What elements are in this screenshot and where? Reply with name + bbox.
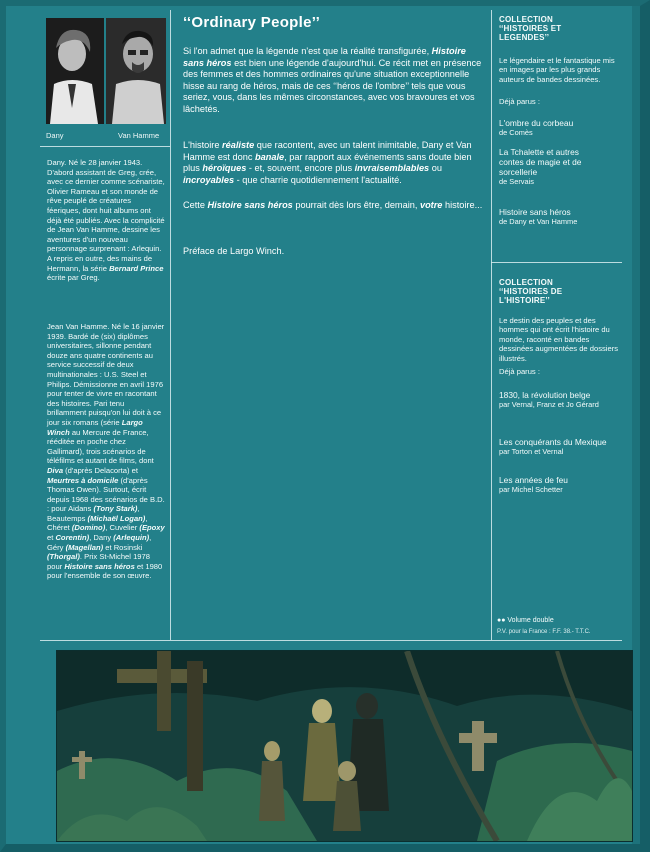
photo-van-hamme bbox=[106, 18, 166, 124]
p3-em: Histoire sans héros bbox=[207, 200, 293, 210]
p2-invraisemblables: invraisemblables bbox=[354, 163, 430, 174]
bio-vh-tony: (Tony Stark) bbox=[93, 504, 138, 514]
p2-heroiques: héroïques bbox=[202, 163, 247, 174]
item-author: de Comès bbox=[499, 128, 533, 137]
bio-dany-series: Bernard Prince bbox=[109, 263, 164, 273]
preface-paragraph-1 bbox=[183, 46, 483, 116]
bio-vh-thorgal: (Thorgal) bbox=[47, 552, 80, 562]
item-title: Histoire sans héros bbox=[499, 207, 571, 217]
item-title: Les conquérants du Mexique bbox=[499, 437, 607, 447]
bio-vh-8: , Dany bbox=[89, 533, 114, 543]
collection-2-deja-parus: Déjà parus : bbox=[499, 367, 540, 376]
collection-2-item bbox=[499, 390, 619, 409]
bio-vh-hsh: Histoire sans héros bbox=[64, 561, 135, 571]
collection-1-heading: COLLECTION ‘‘HISTOIRES ET LEGENDES’’ bbox=[499, 15, 562, 43]
item-author: par Torton et Vernal bbox=[499, 447, 564, 456]
item-title: La Tchalette et autres contes de magie et de sorcellerie bbox=[499, 147, 582, 177]
bio-vh-diva: Diva bbox=[47, 465, 64, 475]
p2-f: - que charrie quotidiennement l'actualité. bbox=[234, 174, 402, 185]
p2-d: - et, souvent, encore plus bbox=[246, 163, 355, 174]
collection-2-heading: COLLECTION ‘‘HISTOIRES DE L'HISTOIRE’’ bbox=[499, 278, 563, 306]
p3-votre: votre bbox=[419, 200, 443, 210]
item-author: par Vernal, Franz et Jo Gérard bbox=[499, 400, 599, 409]
item-title: L'ombre du corbeau bbox=[499, 118, 574, 128]
bio-vh-et: et bbox=[47, 533, 56, 543]
bio-vh-corentin: Corentin) bbox=[55, 533, 90, 543]
bio-vh-lw: Largo Winch bbox=[47, 417, 143, 437]
collection-1-item bbox=[499, 147, 599, 186]
collection-1-item bbox=[499, 207, 619, 226]
p2-b: que racontent, avec un talent inimitable, Dany et Van Hamme est donc bbox=[183, 140, 472, 162]
p2-incroyables: incroyables bbox=[183, 174, 235, 185]
photo-divider bbox=[40, 146, 170, 147]
right-section-divider bbox=[491, 262, 622, 263]
bio-vh-7: , Cuvelier bbox=[105, 523, 140, 533]
bio-dany bbox=[47, 158, 165, 283]
collection-1-deja-parus: Déjà parus : bbox=[499, 97, 540, 106]
p1-b: est bien une légende d'aujourd'hui. Ce récit met en présence des femmes et des hommes ordinaires qu'une situation exceptionnelle hisse au rang de héros, mais de ces ‘‘héros de l'ombre’’ tels que vous seriez, vous, dans les mêmes circonstances, avec vos bravoures et vos lâchetés. bbox=[183, 57, 482, 114]
item-author: par Michel Schetter bbox=[499, 485, 563, 494]
collection-2-description: Le destin des peuples et des hommes qui ont écrit l'histoire du monde, raconté en bandes dessinées augmentées de dossiers illustrés. bbox=[499, 316, 619, 363]
bio-vh-domino: (Domino) bbox=[71, 523, 106, 533]
collection-1-description: Le légendaire et le fantastique mis en images par les plus grands auteurs de bandes dessinées. bbox=[499, 56, 615, 84]
bio-vh-10: et Rosinski bbox=[103, 542, 143, 552]
column-divider-left bbox=[170, 10, 171, 640]
photo-dany bbox=[46, 18, 104, 124]
bio-dany-text: Dany. Né le 28 janvier 1943. D'abord assistant de Greg, crée, avec ce dernier comme scénariste, Olivier Rameau et son monde de rêve peuplé de créatures féeriques, dont huit albums ont déjà été publiés. Avec la complicité de Jean Van Hamme, dessine les aventures d'un nouveau personnage surprenant : Arlequin. A repris en outre, des mains de Hermann, la série bbox=[47, 158, 165, 273]
bio-vh-3: (d'après Delacorta) et bbox=[63, 465, 138, 475]
preface-signature: Préface de Largo Winch. bbox=[183, 246, 285, 256]
caption-dany: Dany bbox=[46, 131, 64, 140]
bio-dany-end: écrite par Greg. bbox=[47, 273, 100, 283]
caption-van-hamme: Van Hamme bbox=[118, 131, 160, 140]
item-author: de Dany et Van Hamme bbox=[499, 217, 578, 226]
collection-2-item bbox=[499, 437, 619, 456]
p3-b: pourrait dès lors être, demain, bbox=[292, 200, 420, 210]
p3-c: histoire... bbox=[442, 200, 483, 210]
bio-van-hamme bbox=[47, 322, 165, 581]
p3-a: Cette bbox=[183, 200, 208, 210]
price-note: P.V. pour la France : F.F. 38.- T.T.C. bbox=[497, 629, 591, 635]
bio-vh-arlequin: (Arlequin) bbox=[113, 533, 150, 543]
jungle-illustration bbox=[56, 650, 633, 842]
book-spine bbox=[632, 6, 640, 844]
bio-vh-michael: (Michaël Logan) bbox=[87, 513, 146, 523]
preface-paragraph-3 bbox=[183, 200, 483, 212]
item-title: 1830, la révolution belge bbox=[499, 390, 591, 400]
author-photos bbox=[46, 18, 166, 124]
bio-vh-magellan: (Magellan) bbox=[65, 542, 104, 552]
bio-vh-4: (d'après Thomas Owen). Surtout, écrit depuis 1968 des scénarios de B.D. : pour Aidans bbox=[47, 475, 165, 514]
collection-2-item bbox=[499, 475, 619, 494]
bio-vh-5: , Beautemps bbox=[47, 504, 140, 523]
bio-vh-9: , Géry bbox=[47, 533, 152, 552]
p2-e: ou bbox=[429, 163, 442, 174]
bottom-divider bbox=[40, 640, 622, 641]
p1-em: Histoire sans héros bbox=[183, 46, 466, 68]
bio-vh-meurtres: Meurtres à domicile bbox=[47, 475, 119, 485]
volume-note: ●● Volume double bbox=[497, 617, 554, 624]
bio-vh-epoxy: (Epoxy bbox=[139, 523, 165, 533]
item-author: de Servais bbox=[499, 177, 534, 186]
p2-c: , par rapport aux événements sans doute bien plus bbox=[183, 151, 472, 174]
preface-title: ‘‘Ordinary People’’ bbox=[183, 14, 321, 31]
p2-a: L'histoire bbox=[183, 140, 223, 150]
bio-vh-2: au Mercure de France, rééditée en poche chez Gallimard), trois scénarios de téléfilms et autant de films, dont bbox=[47, 427, 154, 466]
collection-1-item bbox=[499, 118, 619, 137]
preface-paragraph-2 bbox=[183, 140, 483, 186]
p2-realiste: réaliste bbox=[222, 140, 255, 150]
bio-vh-6: , Chéret bbox=[47, 513, 148, 533]
bio-vh-11: . Prix St-Michel 1978 pour bbox=[47, 552, 150, 571]
item-title: Les années de feu bbox=[499, 475, 568, 485]
p2-banale: banale bbox=[255, 151, 285, 162]
p1-a: Si l'on admet que la légende n'est que la réalité transfigurée, bbox=[183, 46, 432, 56]
column-divider-right bbox=[491, 10, 492, 640]
bio-vh-12: et 1980 pour l'ensemble de son œuvre. bbox=[47, 561, 163, 581]
bio-vh-1: Jean Van Hamme. Né le 16 janvier 1939. Bardé de (six) diplômes universitaires, sillonne pendant douze ans quatre continents au service successif de deux multinationales : U.S. Steel et Philips. Démissionne en avril 1976 pour tenter de vivre en racontant des histoires. Pari tenu brillamment puisqu'on lui doit à ce jour six romans (série bbox=[47, 322, 165, 427]
